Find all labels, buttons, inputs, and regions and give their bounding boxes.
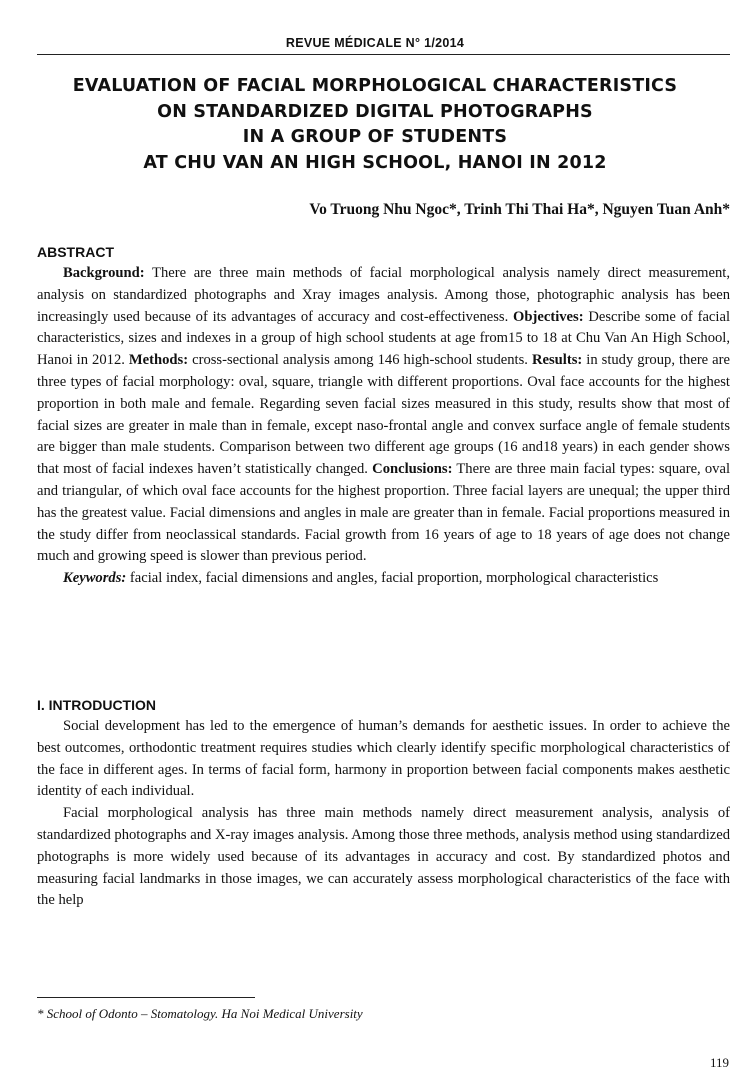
- author-list: Vo Truong Nhu Ngoc*, Trinh Thi Thai Ha*, Nguyen Tuan Anh*: [309, 201, 730, 218]
- objectives-label: Objectives:: [513, 308, 584, 325]
- title-line: ON STANDARDIZED DIGITAL PHOTOGRAPHS: [157, 101, 593, 122]
- abstract-body: [37, 263, 730, 590]
- results-text: in study group, there are three types of facial morphology: oval, square, triangle with different proportions. Oval face accounts for the highest proportion in both male and female. Regarding seven facial sizes measured in this study, results show that most of facial sizes are greater in male than in female, except naso-frontal angle and convex surface angle of female students are bigger than male students. Comparison between two different age groups (16 and18 years) in each gender shows that most of facial indexes haven’t statistically changed.: [37, 352, 730, 478]
- title-line: AT CHU VAN AN HIGH SCHOOL, HANOI IN 2012: [143, 153, 607, 174]
- footnote-rule: [37, 997, 255, 998]
- abstract-heading: ABSTRACT: [37, 244, 114, 260]
- introduction-paragraph: Facial morphological analysis has three main methods namely direct measurement analysis, analysis of standardized photographs and X-ray images analysis. Among those three methods, analysis method using standardized photographs is more widely used because of its advantages in accuracy and cost. By standardized photos and measuring facial landmarks in those images, we can accurately assess morphological characteristics of the face with the help: [37, 805, 730, 909]
- introduction-paragraph: Social development has led to the emergence of human’s demands for aesthetic issues. In order to achieve the best outcomes, orthodontic treatment requires studies which clearly identify specific morphological characteristics of the face in different ages. In terms of facial form, harmony in proportion between facial components makes aesthetic identity of each individual.: [37, 718, 730, 800]
- results-label: Results:: [531, 352, 583, 369]
- conclusions-text: There are three main facial types: square, oval and triangular, of which oval face accounts for the highest proportion. Three facial layers are unequal; the upper third has the greatest value. Facial dimensions and angles in male are greater than in female. Facial proportions measured in the study differ from neoclassical standards. Facial growth from 16 years of age to 18 years of age does not change much and growing speed is slower than previous period.: [37, 461, 731, 565]
- background-text: There are three main methods of facial morphological analysis namely direct measurement, analysis on standardized photographs and Xray images analysis. Among those, photographic analysis has been increasingly used because of its advantages of accuracy and cost-effectiveness.: [37, 265, 730, 325]
- keywords-paragraph: [37, 568, 730, 590]
- page-number: 119: [709, 1055, 729, 1070]
- affiliation-footnote: * School of Odonto – Stomatology. Ha Noi Medical University: [37, 1006, 363, 1021]
- title-line: EVALUATION OF FACIAL MORPHOLOGICAL CHARACTERISTICS: [72, 76, 678, 96]
- title-line: IN A GROUP OF STUDENTS: [242, 127, 508, 148]
- objectives-text: Describe some of facial characteristics, sizes and indexes in a group of high school students at age from15 to 18 at Chu Van An High School, Hanoi in 2012.: [37, 308, 730, 369]
- introduction-body: [37, 716, 730, 912]
- header-rule: [37, 54, 730, 55]
- background-label: Background:: [63, 265, 145, 281]
- introduction-heading: I. INTRODUCTION: [37, 697, 156, 713]
- methods-label: Methods:: [128, 352, 189, 369]
- keywords-text: facial index, facial dimensions and angles, facial proportion, morphological characteristics: [126, 570, 659, 587]
- article-title: [36, 74, 714, 177]
- journal-header: REVUE MÉDICALE N° 1/2014: [285, 36, 465, 50]
- conclusions-label: Conclusions:: [372, 461, 453, 478]
- abstract-paragraph: [37, 263, 730, 568]
- methods-text: cross-sectional analysis among 146 high-school students.: [188, 352, 532, 369]
- keywords-label: Keywords:: [63, 570, 127, 587]
